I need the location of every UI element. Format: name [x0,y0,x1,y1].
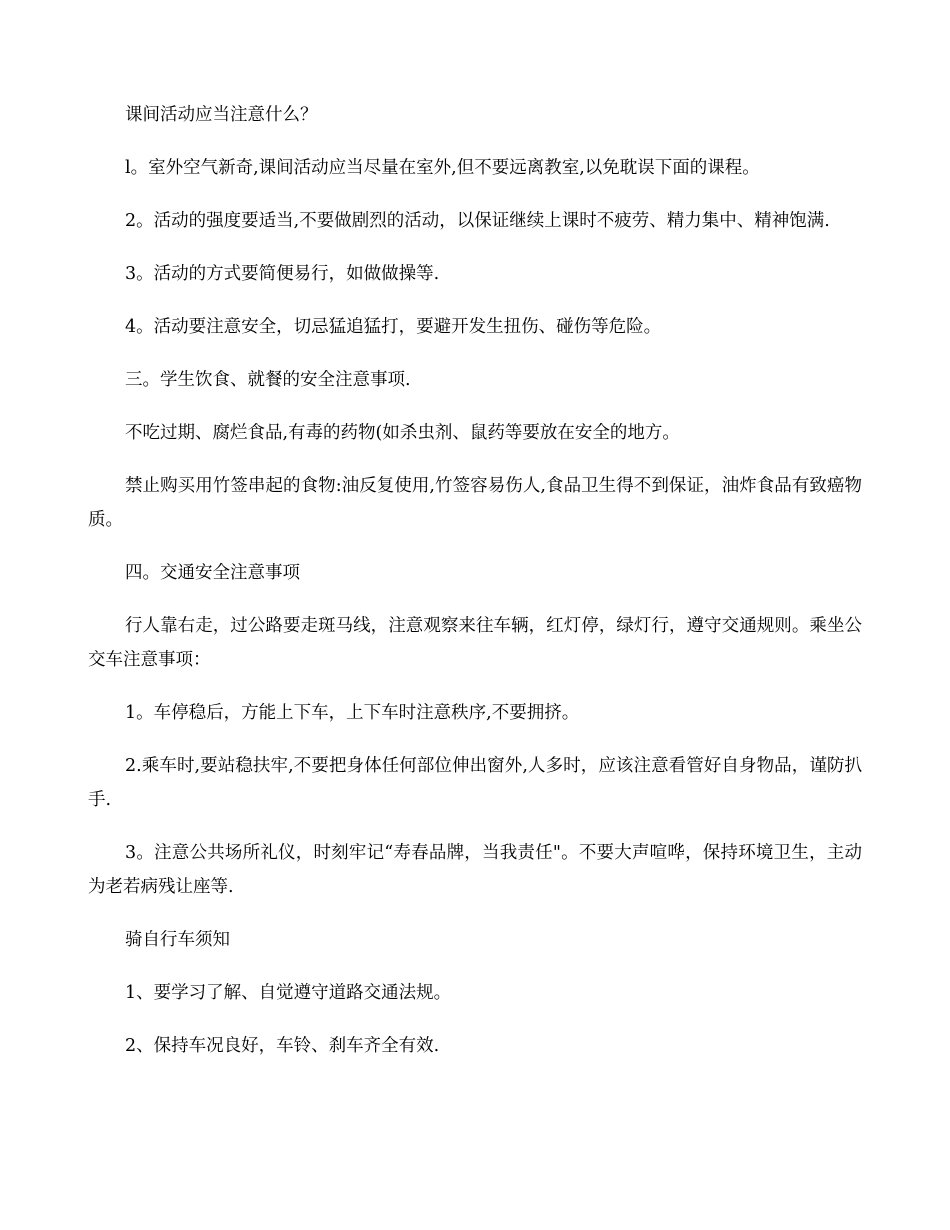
heading-recess-activities: 课间活动应当注意什么？ [125,105,318,125]
paragraph-recess-item-1: l。室外空气新奇,课间活动应当尽量在室外,但不要远离教室,以免耽误下面的课程。 [125,158,760,178]
heading-cycling: 骑自行车须知 [125,930,230,950]
paragraph-traffic-pedestrian: 行人靠右走，过公路要走斑马线，注意观察来往车辆，红灯停，绿灯行，遵守交通规则。乘坐公交车注意事项： [88,616,862,670]
heading-traffic-safety: 四。交通安全注意事项 [125,563,300,583]
paragraph-bus-item-1: 1。车停稳后，方能上下车，上下车时注意秩序,不要拥挤。 [125,703,580,723]
paragraph-recess-item-4: 4。活动要注意安全，切忌猛追猛打，要避开发生扭伤、碰伤等危险。 [125,317,662,337]
heading-food-safety: 三。学生饮食、就餐的安全注意事项. [125,370,411,390]
paragraph-bus-item-2: 2.乘车时,要站稳扶牢,不要把身体任何部位伸出窗外,人多时，应该注意看管好自身物品，谨防扒手. [88,756,862,810]
paragraph-food-item-2: 禁止购买用竹签串起的食物:油反复使用,竹签容易伤人,食品卫生得不到保证，油炸食品有致癌物质。 [88,476,862,530]
paragraph-cycling-item-1: 1、要学习了解、自觉遵守道路交通法规。 [125,983,452,1003]
paragraph-food-item-1: 不吃过期、腐烂食品,有毒的药物(如杀虫剂、鼠药等要放在安全的地方。 [125,423,680,443]
paragraph-cycling-item-2: 2、保持车况良好，车铃、刹车齐全有效. [125,1036,440,1056]
paragraph-bus-item-3: 3。注意公共场所礼仪，时刻牢记“寿春品牌，当我责任"。不要大声喧哗，保持环境卫生，主动为老若病残让座等. [88,843,862,897]
paragraph-recess-item-2: 2。活动的强度要适当,不要做剧烈的活动，以保证继续上课时不疲劳、精力集中、精神饱满. [125,211,830,231]
paragraph-recess-item-3: 3。活动的方式要简便易行，如做做操等. [125,264,440,284]
